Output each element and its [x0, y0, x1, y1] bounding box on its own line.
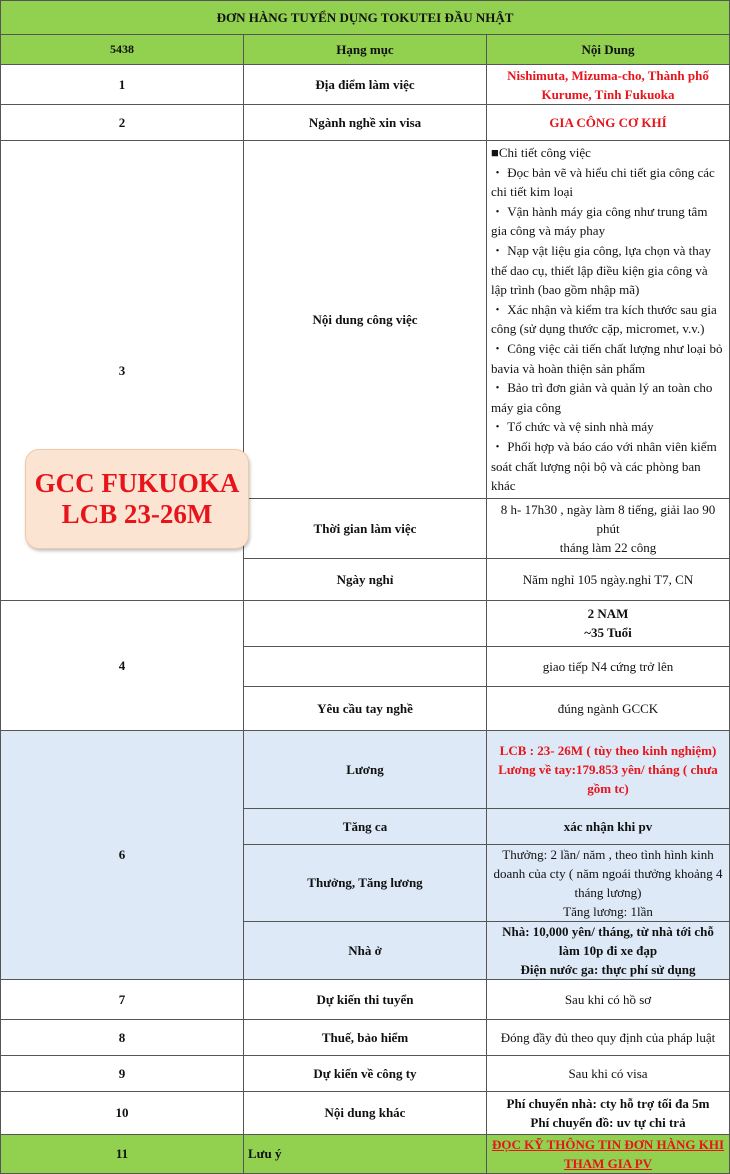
- row-number: 3: [1, 141, 244, 601]
- workplace-value: Nishimuta, Mizuma-cho, Thành phố Kurume, Tỉnh Fukuoka: [487, 65, 730, 105]
- insurance-value: Đóng đầy đủ theo quy định của pháp luật: [487, 1019, 730, 1055]
- visa-field-value: GIA CÔNG CƠ KHÍ: [487, 105, 730, 141]
- hours-line: tháng làm 22 công: [559, 539, 657, 555]
- header-row: [1, 35, 730, 65]
- raise-line: Tăng lương: 1lần: [563, 903, 653, 919]
- row-number: 10: [1, 1091, 244, 1134]
- housing-value: [487, 921, 730, 979]
- row-label: Dự kiến về công ty: [244, 1055, 487, 1091]
- row-number: 11: [1, 1134, 244, 1173]
- row-label: Yêu cầu tay nghề: [244, 686, 487, 730]
- table-row: [1, 141, 730, 499]
- bonus-line: Thưởng: 2 lần/ năm , theo tình hình kinh doanh của cty ( năm ngoái thưởng khoảng 4 tháng lương): [493, 846, 723, 900]
- stamp-line: GCC FUKUOKA: [34, 468, 240, 498]
- other-value: [487, 1091, 730, 1134]
- utilities-line: Điện nước ga: thực phí sử dụng: [520, 961, 696, 977]
- row-number: 4: [1, 600, 244, 730]
- job-detail-line: ・ Xác nhận và kiểm tra kích thước sau gia công (sử dụng thước cặp, micromet, v.v.): [491, 301, 717, 337]
- exam-value: Sau khi có hồ sơ: [487, 979, 730, 1019]
- other-line: Phí chuyển nhà: cty hỗ trợ tối đa 5m: [506, 1095, 710, 1111]
- row-label: Thưởng, Tăng lương: [244, 844, 487, 921]
- row-label: Ngành nghề xin visa: [244, 105, 487, 141]
- table-row: [1, 105, 730, 141]
- age-line: 2 NAM: [587, 606, 629, 622]
- job-detail-line: ・ Công việc cải tiến chất lượng như loại bỏ bavia và hoàn thiện sản phẩm: [491, 340, 723, 376]
- job-detail-line: ■Chi tiết công việc: [491, 145, 591, 160]
- table-row: [1, 600, 730, 646]
- table-row: [1, 1091, 730, 1134]
- title-row: [1, 1, 730, 35]
- header-category: Hạng mục: [244, 35, 487, 65]
- salary-value: [487, 730, 730, 808]
- stamp-line: LCB 23-26M: [61, 499, 213, 529]
- row-label: Lưu ý: [244, 1134, 487, 1173]
- job-detail-line: ・ Tổ chức và vệ sinh nhà máy: [491, 419, 654, 435]
- other-line: Phí chuyển đồ: uv tự chi trả: [530, 1114, 686, 1130]
- header-content: Nội Dung: [487, 35, 730, 65]
- row-label: [244, 600, 487, 646]
- overtime-value: xác nhận khi pv: [487, 808, 730, 844]
- job-detail-line: ・ Đọc bản vẽ và hiểu chi tiết gia công các chi tiết kim loại: [491, 164, 715, 200]
- housing-line: Nhà: 10,000 yên/ tháng, từ nhà tới chỗ làm 10p đi xe đạp: [502, 923, 714, 958]
- table-title: ĐƠN HÀNG TUYỂN DỤNG TOKUTEI ĐẦU NHẬT: [1, 1, 730, 35]
- table-row: [1, 65, 730, 105]
- language-value: giao tiếp N4 cứng trở lên: [487, 646, 730, 686]
- row-label: Ngày nghỉ: [244, 558, 487, 600]
- table-row: [1, 730, 730, 808]
- row-label: Thuế, bảo hiểm: [244, 1019, 487, 1055]
- row-label: Dự kiến thi tuyển: [244, 979, 487, 1019]
- note-value: ĐỌC KỸ THÔNG TIN ĐƠN HÀNG KHI THAM GIA PV: [487, 1134, 730, 1173]
- row-label: Thời gian làm việc: [244, 498, 487, 558]
- row-label: Nhà ở: [244, 921, 487, 979]
- table-row: [1, 1134, 730, 1173]
- job-detail-line: ・ Vận hành máy gia công như trung tâm gia công và máy phay: [491, 203, 708, 239]
- job-detail-line: ・ Nạp vật liệu gia công, lựa chọn và thay thế dao cụ, thiết lập điều kiện gia công và lập trình (bao gồm nhập mã): [491, 242, 712, 298]
- row-number: 9: [1, 1055, 244, 1091]
- row-label: Tăng ca: [244, 808, 487, 844]
- row-number: 1: [1, 65, 244, 105]
- bonus-value: [487, 844, 730, 921]
- job-detail-line: ・ Bảo trì đơn giản và quản lý an toàn cho máy gia công: [491, 380, 713, 415]
- row-label: Lương: [244, 730, 487, 808]
- row-label: [244, 646, 487, 686]
- table-row: [1, 1019, 730, 1055]
- hours-value: [487, 498, 730, 558]
- row-label: Nội dung công việc: [244, 141, 487, 499]
- salary-line: Lương về tay:179.853 yên/ tháng ( chưa gồm tc): [498, 761, 718, 796]
- promo-stamp: [25, 449, 249, 549]
- skill-value: đúng ngành GCCK: [487, 686, 730, 730]
- salary-line: LCB : 23- 26M ( tùy theo kinh nghiệm): [499, 742, 717, 758]
- table-row: [1, 979, 730, 1019]
- arrival-value: Sau khi có visa: [487, 1055, 730, 1091]
- row-number: 7: [1, 979, 244, 1019]
- row-label: Địa điểm làm việc: [244, 65, 487, 105]
- job-details: [487, 141, 730, 499]
- row-number: 2: [1, 105, 244, 141]
- holiday-value: Năm nghỉ 105 ngày.nghỉ T7, CN: [487, 558, 730, 600]
- age-value: [487, 600, 730, 646]
- row-number: 8: [1, 1019, 244, 1055]
- row-number: 6: [1, 730, 244, 979]
- hours-line: 8 h- 17h30 , ngày làm 8 tiếng, giải lao 90 phút: [500, 501, 716, 536]
- age-line: ~35 Tuổi: [584, 625, 632, 641]
- table-row: [1, 1055, 730, 1091]
- order-code: 5438: [1, 35, 244, 65]
- row-label: Nội dung khác: [244, 1091, 487, 1134]
- job-detail-line: ・ Phối hợp và báo cáo với nhân viên kiểm soát chất lượng nội bộ và các phòng ban khác: [491, 438, 717, 494]
